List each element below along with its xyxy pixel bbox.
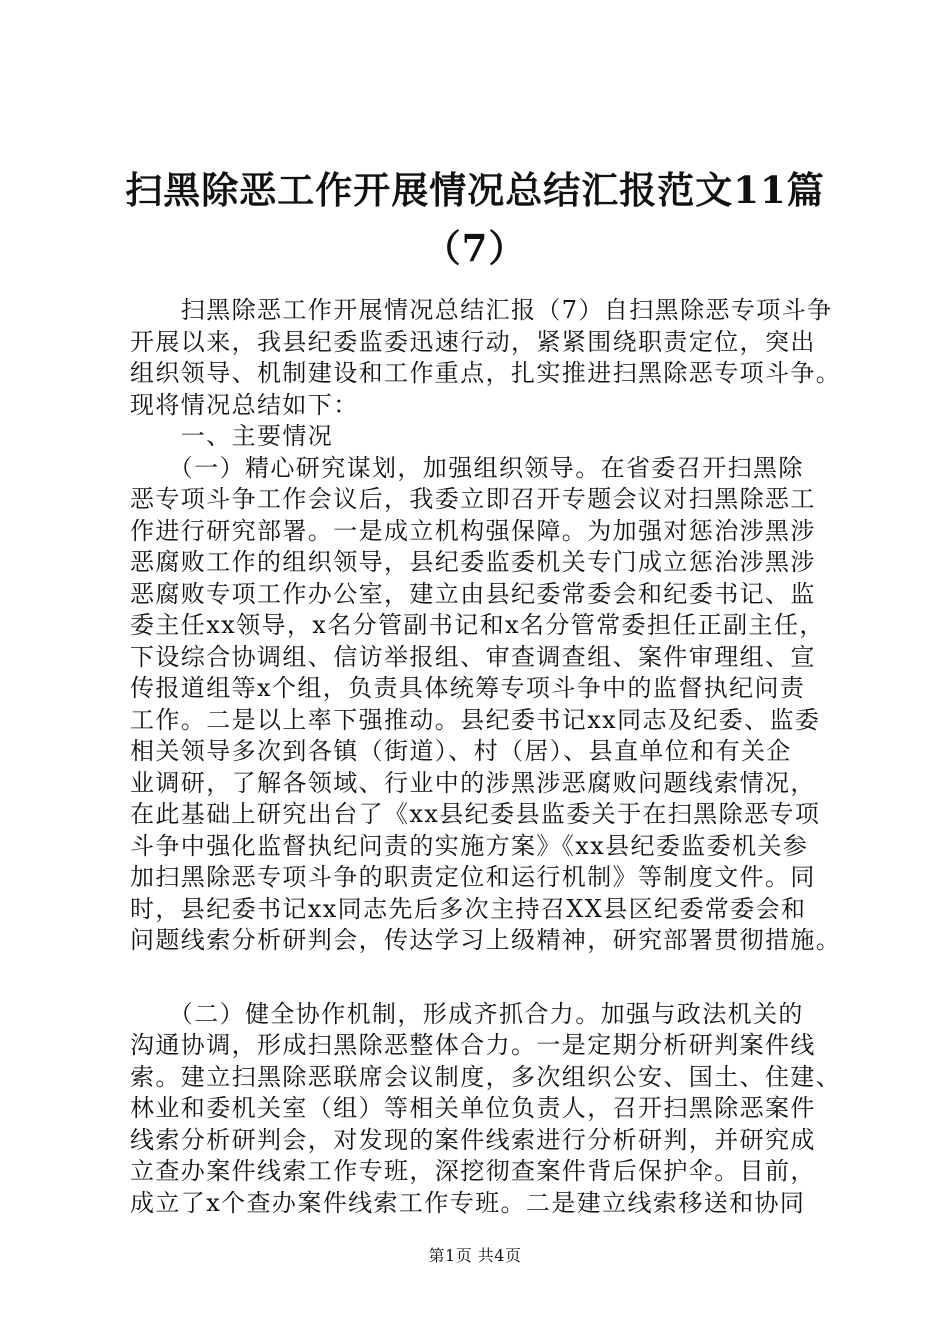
text-line: 相关领导多次到各镇（街道）、村（居）、县直单位和有关企 xyxy=(130,737,792,765)
text-line: 线索分析研判会，对发现的案件线索进行分析研判，并研究成 xyxy=(130,1125,816,1154)
text-line: （一）精心研究谋划，加强组织领导。在省委召开扫黑除 xyxy=(130,453,804,482)
text-line: 时，县纪委书记xx同志先后多次主持召XX县区纪委常委会和 xyxy=(130,894,807,923)
document-title: 扫黑除恶工作开展情况总结汇报范文11篇 xyxy=(125,168,825,212)
document-body xyxy=(130,295,842,1219)
paragraph-cooperation xyxy=(130,999,842,1220)
text-line: 现将情况总结如下： xyxy=(130,390,359,419)
text-line: 作进行研究部署。一是成立机构强保障。为加强对惩治涉黑涉 xyxy=(130,516,816,545)
paragraph-gap xyxy=(130,957,842,999)
text-line: 扫黑除恶工作开展情况总结汇报（7）自扫黑除恶专项斗争 xyxy=(130,296,833,324)
text-line: 开展以来，我县纪委监委迅速行动，紧紧围绕职责定位，突出 xyxy=(130,327,816,356)
page-number-footer: 第1页 共4页 xyxy=(428,1246,522,1265)
text-line: 加扫黑除恶专项斗争的职责定位和运行机制》等制度文件。同 xyxy=(130,863,816,891)
text-line: 工作。二是以上率下强推动。县纪委书记xx同志及纪委、监委 xyxy=(130,705,821,734)
text-line: 恶腐败专项工作办公室，建立由县纪委常委会和纪委书记、监 xyxy=(130,579,816,608)
section-heading xyxy=(130,421,842,453)
text-line: 在此基础上研究出台了《xx县纪委县监委关于在扫黑除恶专项 xyxy=(130,800,821,828)
text-line: 业调研，了解各领域、行业中的涉黑涉恶腐败问题线索情况， xyxy=(130,768,816,797)
text-line: 沟通协调，形成扫黑除恶整体合力。一是定期分析研判案件线 xyxy=(130,1031,816,1059)
text-line: （二）健全协作机制，形成齐抓合力。加强与政法机关的 xyxy=(130,999,804,1028)
text-line: 下设综合协调组、信访举报组、审查调查组、案件审理组、宣 xyxy=(130,642,816,671)
paragraph-organization xyxy=(130,453,842,957)
text-line: 斗争中强化监督执纪问责的实施方案》《xx县纪委监委机关参 xyxy=(130,831,809,860)
text-line: 成立了x个查办案件线索工作专班。二是建立线索移送和协同 xyxy=(130,1188,806,1217)
text-line: 恶专项斗争工作会议后，我委立即召开专题会议对扫黑除恶工 xyxy=(130,485,816,513)
text-line: 恶腐败工作的组织领导，县纪委监委机关专门成立惩治涉黑涉 xyxy=(130,548,816,576)
text-line: 委主任xx领导，x名分管副书记和x名分管常委担任正副主任， xyxy=(130,611,825,639)
document-title-suffix: （7） xyxy=(423,226,527,270)
text-line: 组织领导、机制建设和工作重点，扎实推进扫黑除恶专项斗争。 xyxy=(130,359,842,387)
text-line: 一、主要情况 xyxy=(130,422,334,450)
text-line: 问题线索分析研判会，传达学习上级精神，研究部署贯彻措施。 xyxy=(130,926,842,954)
text-line: 传报道组等x个组，负责具体统筹专项斗争中的监督执纪问责 xyxy=(130,674,806,702)
text-line: 林业和委机关室（组）等相关单位负责人，召开扫黑除恶案件 xyxy=(130,1094,816,1122)
paragraph-intro xyxy=(130,295,842,421)
text-line: 索。建立扫黑除恶联席会议制度，多次组织公安、国土、住建、 xyxy=(130,1062,842,1091)
text-line: 立查办案件线索工作专班，深挖彻查案件背后保护伞。目前， xyxy=(130,1157,816,1185)
